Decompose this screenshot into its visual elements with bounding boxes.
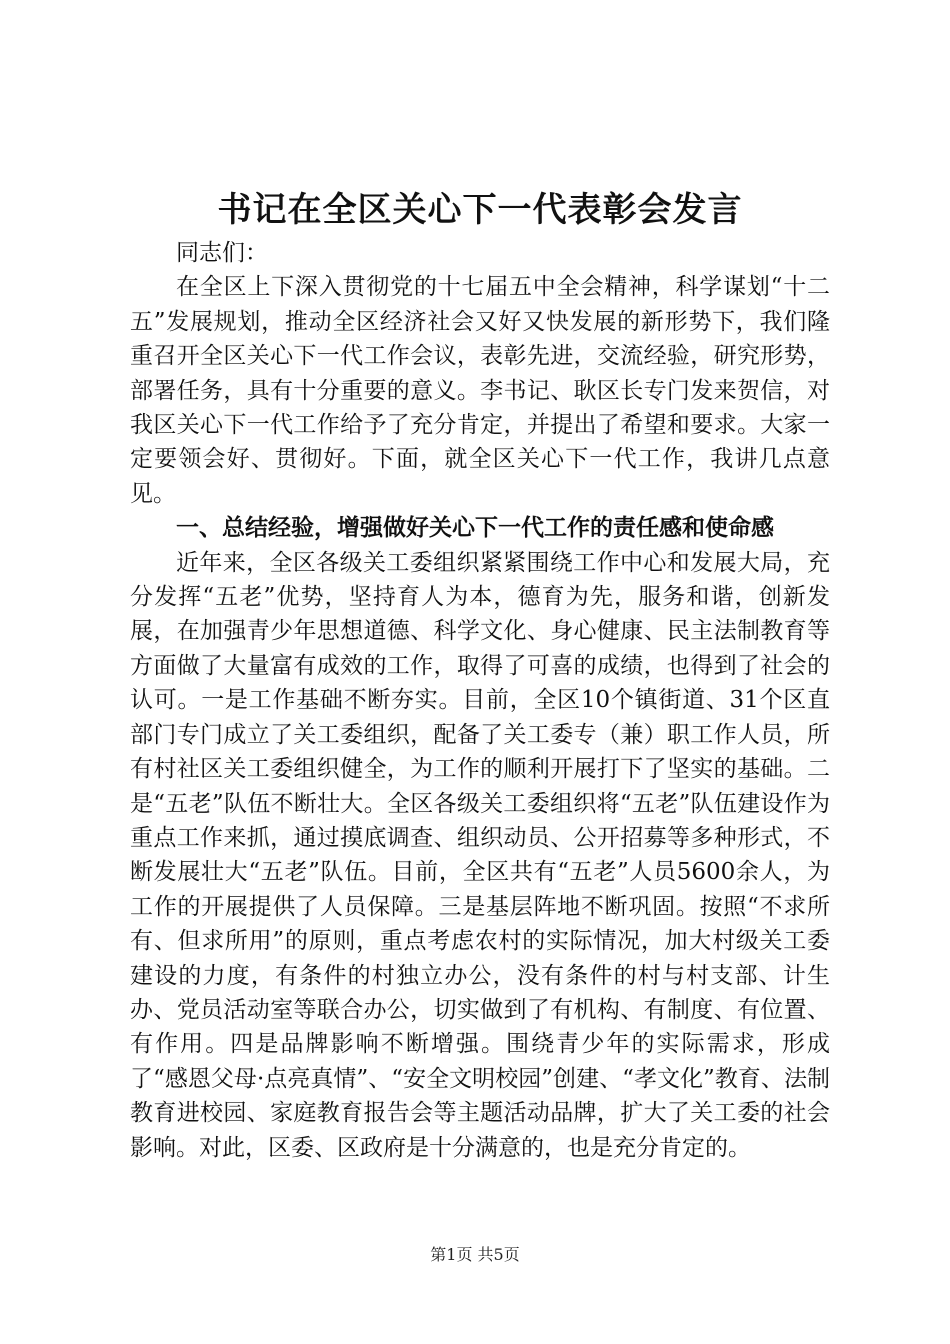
section-heading: 一、总结经验，增强做好关心下一代工作的责任感和使命感 <box>176 515 774 542</box>
page-number-footer: 第1页 共5页 <box>430 1245 520 1264</box>
section-paragraph: 近年来，全区各级关工委组织紧紧围绕工作中心和发展大局，充分发挥“五老”优势，坚持育人为本，德育为先，服务和谐，创新发展，在加强青少年思想道德、科学文化、身心健康、民主法制教育等方面做了大量富有成效的工作，取得了可喜的成绩，也得到了社会的认可。一是工作基础不断夯实。目前，全区10个镇街道、31个区直部门专门成立了关工委组织，配备了关工委专（兼）职工作人员，所有村社区关工委组织健全，为工作的顺利开展打下了坚实的基础。二是“五老”队伍不断壮大。全区各级关工委组织将“五老”队伍建设作为重点工作来抓，通过摸底调查、组织动员、公开招募等多种形式，不断发展壮大“五老”队伍。目前，全区共有“五老”人员5600余人，为工作的开展提供了人员保障。三是基层阵地不断巩固。按照“不求所有、但求所用”的原则，重点考虑农村的实际情况，加大村级关工委建设的力度，有条件的村独立办公，没有条件的村与村支部、计生办、党员活动室等联合办公，切实做到了有机构、有制度、有位置、有作用。四是品牌影响不断增强。围绕青少年的实际需求，形成了“感恩父母·点亮真情”、“安全文明校园”创建、“孝文化”教育、法制教育进校园、家庭教育报告会等主题活动品牌，扩大了关工委的社会影响。对此，区委、区政府是十分满意的，也是充分肯定的。 <box>130 549 830 1161</box>
salutation: 同志们： <box>176 240 268 266</box>
document-body <box>130 236 830 1165</box>
document-title: 书记在全区关心下一代表彰会发言 <box>217 190 743 230</box>
intro-paragraph: 在全区上下深入贯彻党的十七届五中全会精神，科学谋划“十二五”发展规划，推动全区经济社会又好又快发展的新形势下，我们隆重召开全区关心下一代工作会议，表彰先进，交流经验，研究形势，部署任务，具有十分重要的意义。李书记、耿区长专门发来贺信，对我区关心下一代工作给予了充分肯定，并提出了希望和要求。大家一定要领会好、贯彻好。下面，就全区关心下一代工作，我讲几点意见。 <box>130 274 830 507</box>
